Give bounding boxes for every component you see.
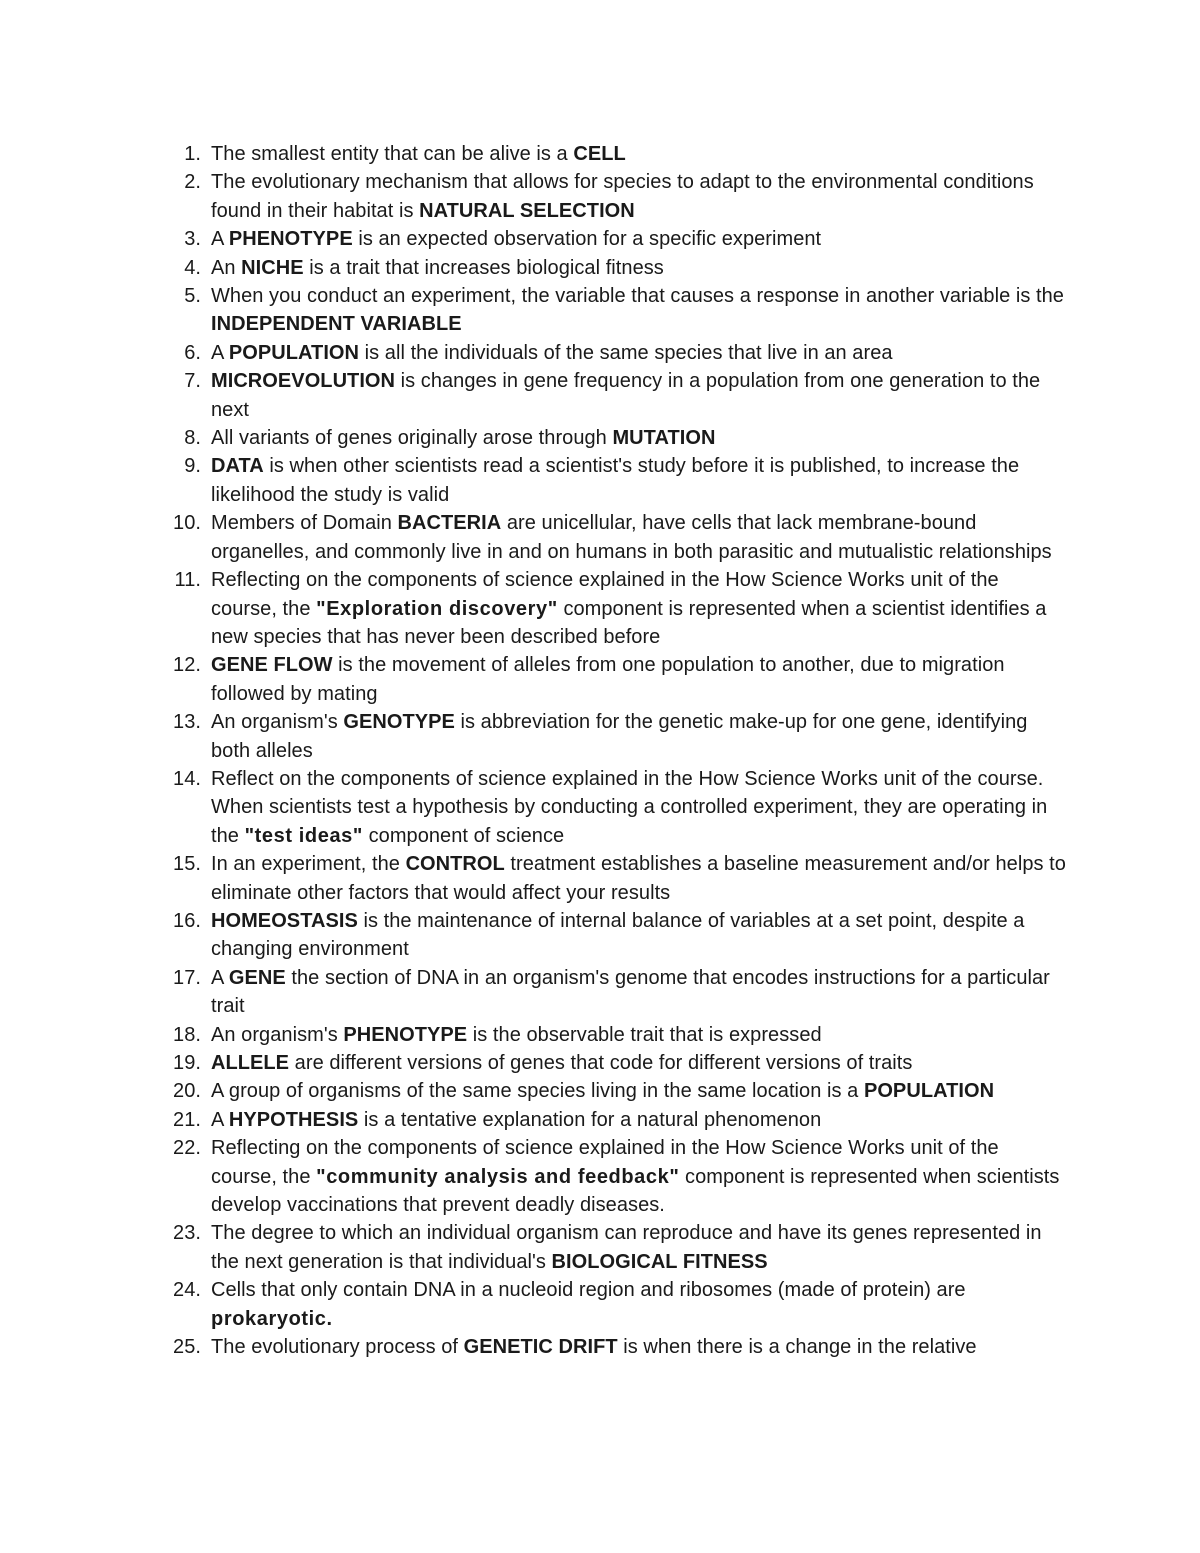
- answer-term: CONTROL: [405, 853, 505, 876]
- item-number: 2.: [184, 171, 201, 194]
- list-item: [0, 140, 1200, 168]
- item-text-segment: A group of organisms of the same species living in the same location is a: [211, 1080, 864, 1103]
- item-text: [211, 1024, 822, 1046]
- item-text: [211, 143, 626, 165]
- list-item: [0, 424, 1200, 452]
- list-item: [0, 1049, 1200, 1077]
- list-item: [0, 452, 1200, 509]
- item-text: [211, 1052, 912, 1074]
- item-number: 10.: [173, 512, 201, 535]
- answer-term: PHENOTYPE: [228, 228, 353, 251]
- item-text-segment: A: [211, 341, 229, 364]
- item-text: [211, 370, 1040, 420]
- item-text: [211, 512, 1052, 562]
- answer-term: "community analysis and feedback": [316, 1165, 680, 1188]
- item-text-segment: is abbreviation for the genetic make-up for one gene, identifying both alleles: [211, 711, 1028, 762]
- item-text-segment: is when other scientists read a scientist's study before it is published, to increase the likelihood the study is valid: [211, 455, 1020, 506]
- answer-term: GENOTYPE: [343, 711, 455, 734]
- list-item: [0, 1134, 1200, 1219]
- answer-term: prokaryotic.: [211, 1307, 333, 1330]
- list-item: [0, 964, 1200, 1021]
- item-number: 12.: [173, 654, 201, 677]
- item-number: 25.: [173, 1336, 201, 1359]
- item-number: 9.: [184, 455, 201, 478]
- answer-term: HYPOTHESIS: [228, 1108, 359, 1131]
- item-text: [211, 768, 1047, 847]
- item-text: [211, 1222, 1042, 1272]
- list-item: [0, 907, 1200, 964]
- list-item: [0, 1021, 1200, 1049]
- item-number: 1.: [184, 143, 201, 165]
- item-number: 22.: [173, 1137, 201, 1160]
- item-number: 18.: [173, 1023, 201, 1046]
- item-number: 3.: [184, 228, 201, 251]
- list-item: [0, 1077, 1200, 1105]
- item-text: [211, 1137, 1059, 1216]
- item-text: [211, 654, 1005, 704]
- item-text-segment: A: [211, 966, 229, 989]
- item-number: 23.: [173, 1222, 201, 1245]
- item-number: 8.: [184, 427, 201, 450]
- item-text: [211, 853, 1066, 903]
- list-item: [0, 168, 1200, 225]
- list-item: [0, 1276, 1200, 1333]
- item-text-segment: component is represented when a scientist identifies a new species that has never been described before: [211, 597, 1047, 648]
- item-number: 15.: [173, 853, 201, 876]
- item-text-segment: are unicellular, have cells that lack membrane-bound organelles, and commonly live in and on humans in both parasitic and mutualistic relationships: [211, 512, 1052, 563]
- item-text: [211, 711, 1027, 761]
- item-text-segment: treatment establishes a baseline measurement and/or helps to eliminate other factors that would affect your results: [211, 853, 1066, 904]
- item-number: 21.: [173, 1108, 201, 1131]
- item-text-segment: is an expected observation for a specific experiment: [352, 228, 822, 251]
- item-number: 16.: [173, 909, 201, 932]
- item-text: [211, 1279, 966, 1329]
- item-text-segment: An organism's: [211, 1023, 344, 1046]
- item-text: [211, 171, 1034, 221]
- item-number: 20.: [173, 1080, 201, 1103]
- item-text-segment: All variants of genes originally arose through: [211, 427, 613, 450]
- list-item: [0, 509, 1200, 566]
- answer-term: NICHE: [241, 256, 304, 279]
- item-text-segment: is a tentative explanation for a natural phenomenon: [358, 1108, 822, 1131]
- item-text-segment: component of science: [363, 824, 565, 847]
- answer-term: BIOLOGICAL FITNESS: [551, 1250, 768, 1273]
- item-text-segment: is the observable trait that is expressed: [467, 1023, 822, 1046]
- item-text-segment: is a trait that increases biological fitness: [303, 256, 664, 279]
- list-item: [0, 1106, 1200, 1134]
- item-text-segment: Cells that only contain DNA in a nucleoid region and ribosomes (made of protein) are: [211, 1279, 966, 1302]
- item-number: 14.: [173, 767, 201, 790]
- item-text-segment: An: [211, 256, 242, 279]
- list-item: [0, 708, 1200, 765]
- list-item: [0, 1333, 1200, 1361]
- item-text: [211, 967, 1050, 1017]
- item-text-segment: is all the individuals of the same species that live in an area: [359, 341, 893, 364]
- question-list: [0, 140, 1200, 1361]
- item-number: 7.: [184, 370, 201, 393]
- item-text-segment: The evolutionary mechanism that allows for species to adapt to the environmental conditions found in their habitat is: [211, 171, 1034, 222]
- item-text-segment: Members of Domain: [211, 512, 398, 535]
- item-text-segment: is the movement of alleles from one population to another, due to migration followed by mating: [211, 654, 1005, 705]
- item-text-segment: is when there is a change in the relative: [617, 1336, 977, 1359]
- item-text-segment: is changes in gene frequency in a population from one generation to the next: [211, 370, 1041, 421]
- item-text-segment: Reflecting on the components of science explained in the How Science Works unit of the course, the: [211, 569, 999, 620]
- item-text: [211, 228, 821, 250]
- item-text-segment: The smallest entity that can be alive is a: [211, 143, 574, 165]
- item-text-segment: the section of DNA in an organism's genome that encodes instructions for a particular trait: [211, 966, 1050, 1018]
- answer-term: CELL: [573, 143, 626, 165]
- item-text-segment: Reflecting on the components of science explained in the How Science Works unit of the course, the: [211, 1137, 999, 1188]
- item-number: 6.: [184, 341, 201, 364]
- answer-term: MICROEVOLUTION: [211, 370, 396, 393]
- item-text: [211, 285, 1064, 335]
- item-text-segment: When you conduct an experiment, the variable that causes a response in another variable is the: [211, 285, 1064, 308]
- list-item: [0, 566, 1200, 651]
- item-number: 13.: [173, 711, 201, 734]
- item-number: 17.: [173, 966, 201, 989]
- item-text: [211, 427, 715, 449]
- item-number: 11.: [174, 569, 201, 592]
- list-item: [0, 850, 1200, 907]
- answer-term: POPULATION: [863, 1080, 995, 1103]
- list-item: [0, 225, 1200, 253]
- item-text: [211, 1109, 821, 1131]
- item-text-segment: A: [211, 228, 229, 251]
- list-item: [0, 367, 1200, 424]
- item-number: 5.: [184, 285, 201, 308]
- item-text: [211, 1080, 994, 1102]
- answer-term: "Exploration discovery": [316, 597, 558, 620]
- list-item: [0, 339, 1200, 367]
- answer-term: POPULATION: [228, 341, 360, 364]
- item-text-segment: A: [211, 1108, 229, 1131]
- answer-term: "test ideas": [244, 824, 363, 847]
- answer-term: ALLELE: [211, 1052, 290, 1074]
- answer-term: BACTERIA: [397, 512, 502, 535]
- answer-term: GENE FLOW: [211, 654, 333, 677]
- list-item: [0, 765, 1200, 850]
- answer-term: GENETIC DRIFT: [463, 1336, 618, 1359]
- answer-term: INDEPENDENT VARIABLE: [211, 313, 462, 336]
- list-item: [0, 651, 1200, 708]
- item-number: 24.: [173, 1279, 201, 1302]
- item-number: 4.: [184, 256, 201, 279]
- answer-term: HOMEOSTASIS: [211, 909, 358, 932]
- item-text-segment: are different versions of genes that code for different versions of traits: [289, 1052, 913, 1074]
- item-text-segment: In an experiment, the: [211, 853, 406, 876]
- item-text: [211, 1336, 977, 1358]
- list-item: [0, 282, 1200, 339]
- item-text-segment: An organism's: [211, 711, 344, 734]
- item-text: [211, 910, 1024, 960]
- item-text-segment: Reflect on the components of science explained in the How Science Works unit of the course. When scientists test a hypothesis by conducting a controlled experiment, they are operating in the: [211, 767, 1048, 847]
- answer-term: PHENOTYPE: [343, 1023, 468, 1046]
- answer-term: DATA: [211, 455, 264, 478]
- item-text: [211, 569, 1046, 648]
- item-text: [211, 257, 664, 279]
- item-text: [211, 342, 893, 364]
- item-text-segment: component is represented when scientists develop vaccinations that prevent deadly diseases.: [211, 1165, 1060, 1217]
- item-text-segment: The degree to which an individual organism can reproduce and have its genes represented in the next generation is that individual's: [211, 1222, 1042, 1273]
- item-text-segment: The evolutionary process of: [211, 1336, 464, 1359]
- answer-term: GENE: [228, 966, 286, 989]
- item-text-segment: is the maintenance of internal balance of variables at a set point, despite a changing environment: [211, 909, 1025, 961]
- item-text: [211, 455, 1019, 505]
- answer-term: NATURAL SELECTION: [419, 199, 635, 222]
- list-item: [0, 254, 1200, 282]
- answer-term: MUTATION: [612, 427, 716, 450]
- item-number: 19.: [173, 1052, 201, 1074]
- list-item: [0, 1219, 1200, 1276]
